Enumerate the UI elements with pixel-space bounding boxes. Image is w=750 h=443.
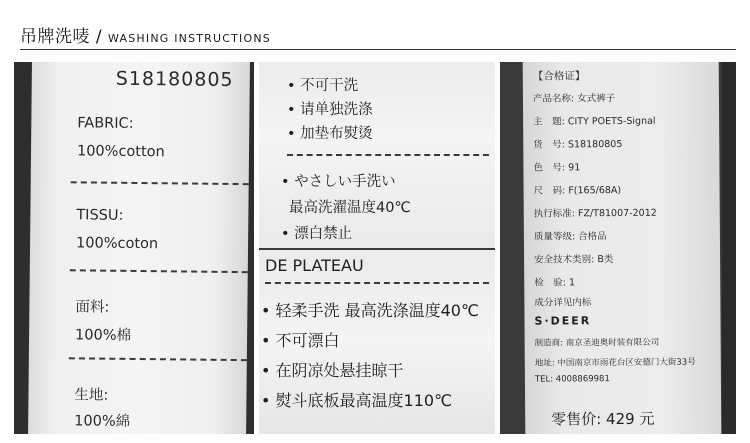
cert-row-theme: 主 题: CITY POETS-Signal — [533, 115, 656, 128]
certificate-tag — [523, 62, 722, 434]
care-line: • 不可漂白 — [261, 331, 340, 350]
photo-certificate-tag — [500, 62, 736, 434]
cert-row-size: 尺 码: F(165/68A) — [533, 185, 622, 197]
fabric-cn-value: 100%棉 — [75, 327, 132, 344]
care-line-jp: 最高洗濯温度40℃ — [289, 200, 411, 216]
care-label-lower — [259, 250, 495, 434]
care-label-upper — [259, 62, 495, 248]
cert-row-composition-note: 成分详见内标 — [534, 297, 592, 309]
cert-maker: 制造商: 南京圣迪奥时装有限公司 — [534, 337, 660, 349]
certificate-title: 【合格证】 — [532, 70, 586, 83]
care-line-cn: • 加垫布熨烫 — [287, 126, 373, 142]
fabric-tw-value: 100%綿 — [74, 413, 131, 430]
dashed-divider — [70, 269, 248, 273]
brand-logo: S·DEER — [534, 314, 592, 328]
cert-address: 地址: 中国南京市雨花台区安德门大街33号 — [534, 357, 696, 369]
fabric-en-label: FABRIC: — [77, 115, 134, 132]
dashed-divider — [265, 282, 489, 284]
header-title-cn: 吊牌洗唛 — [20, 27, 90, 47]
care-label-title: DE PLATEAU — [265, 256, 364, 275]
cert-row-inspection: 检 验: 1 — [534, 277, 576, 289]
cert-row-standard: 执行标准: FZ/T81007-2012 — [533, 207, 657, 220]
fabric-fr-value: 100%coton — [75, 235, 159, 253]
fabric-composition-label — [28, 62, 250, 434]
cert-row-grade: 质量等级: 合格品 — [533, 231, 607, 243]
care-line: • 在阴凉处悬挂晾干 — [261, 361, 404, 380]
photo-care-labels — [259, 62, 495, 434]
retail-price: 零售价: 429 元 — [551, 409, 655, 429]
page-header — [20, 22, 271, 46]
fabric-cn-label: 面料: — [75, 299, 110, 316]
cert-row-item-no: 货 号: S18180805 — [533, 138, 623, 151]
cert-row-safety: 安全技术类别: B类 — [534, 254, 614, 266]
dashed-divider — [71, 181, 249, 185]
care-line-jp: • やさしい手洗い — [281, 174, 396, 190]
cert-row-product: 产品名称: 女式裤子 — [532, 93, 616, 105]
care-line-jp: • 漂白禁止 — [281, 226, 353, 242]
dashed-divider — [287, 154, 489, 156]
fabric-en-value: 100%cotton — [76, 143, 165, 161]
header-slash: / — [90, 27, 109, 47]
header-divider — [20, 49, 736, 50]
cert-tel: TEL: 4008869981 — [534, 374, 610, 385]
cert-row-color: 色 号: 91 — [533, 162, 581, 174]
header-title-en: WASHING INSTRUCTIONS — [108, 32, 271, 45]
dashed-divider — [69, 357, 247, 361]
background-edge — [722, 62, 736, 434]
fabric-fr-label: TISSU: — [76, 207, 124, 224]
care-line: • 熨斗底板最高温度110℃ — [261, 391, 453, 410]
photo-fabric-label — [14, 62, 254, 434]
care-line-cn: • 请单独洗涤 — [287, 102, 373, 118]
fabric-tw-label: 生地: — [74, 387, 109, 404]
care-line-cn: • 不可干洗 — [287, 78, 359, 94]
style-code: S18180805 — [115, 67, 234, 91]
care-line: • 轻柔手洗 最高洗涤温度40℃ — [261, 301, 479, 320]
